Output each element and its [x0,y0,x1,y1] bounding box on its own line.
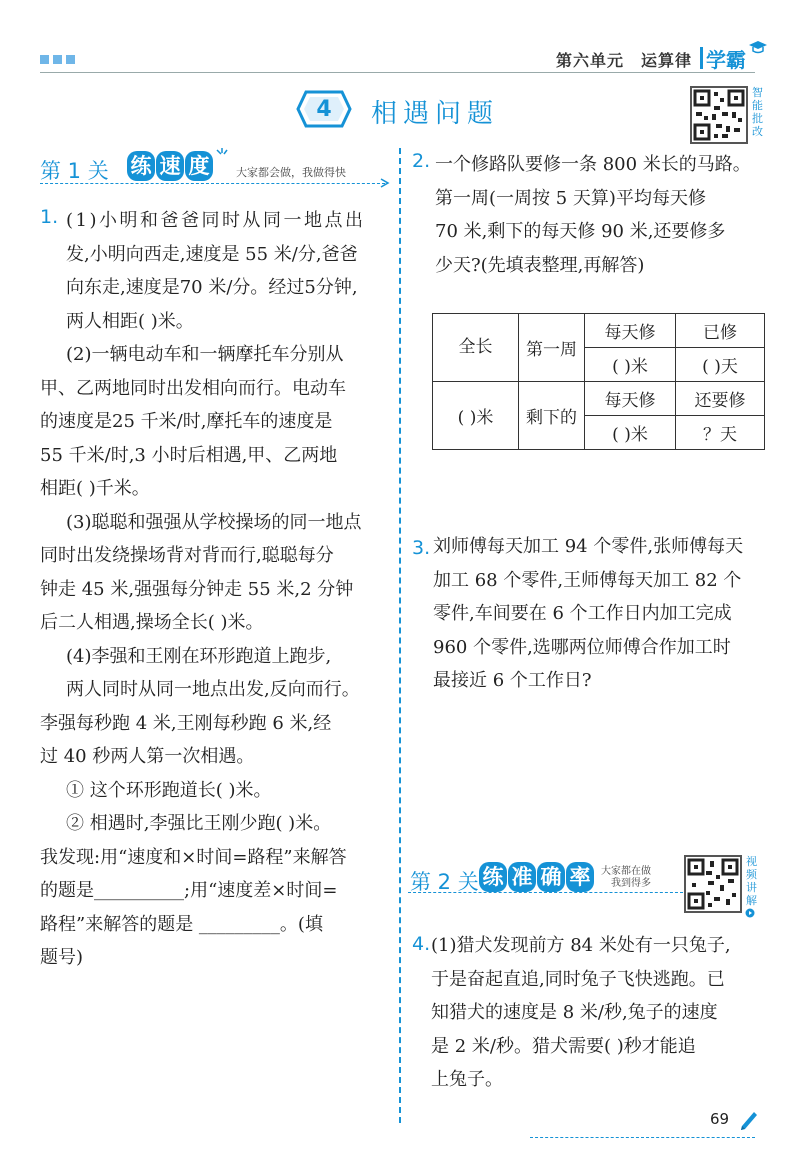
text-line: 两人相距( )米。 [66,310,194,332]
text-line: (3)聪聪和强强从学校操场的同一地点 [66,511,362,533]
text-line: 甲、乙两地同时出发相向而行。电动车 [40,377,346,399]
text-line: 知猎犬的速度是 8 米/秒,兔子的速度 [431,1002,718,1023]
text-line: 题号) [40,947,84,968]
text-line: 我发现:用“速度和×时间=路程”来解答 [40,846,347,868]
header-decoration [40,55,75,64]
daily-label: 每天修 [585,314,676,348]
qr-code-video[interactable] [684,855,742,913]
level2-underline [408,892,683,893]
section-title: 相遇问题 [371,99,500,129]
level1-underline [40,183,385,184]
text-line: ② 相遇时,李强比王刚少跑( )米。 [66,813,332,834]
qr-code-smart-grading[interactable] [690,86,748,144]
text-line: 55 千米/时,3 小时后相遇,甲、乙两地 [40,444,338,466]
text-line: 少天?(先填表整理,再解答) [435,254,645,276]
week1-label: 第一周 [519,314,585,382]
qr-label-smart-grading: 智能批改 [752,86,763,138]
page-number: 69 [710,1110,730,1128]
daily-value-input[interactable]: ( )米 [585,348,676,382]
text-line: 李强每秒跑 4 米,王刚每秒跑 6 米,经 [40,712,332,734]
text-line: ① 这个环形跑道长( )米。 [66,779,272,801]
unit-title: 第六单元 [556,51,625,70]
text-line: 零件,车间要在 6 个工作日内加工完成 [433,603,732,624]
text-line: 后二人相遇,操场全长( )米。 [40,612,264,633]
text-line: 同时出发绕操场背对背而行,聪聪每分 [40,545,334,566]
level1-badge [127,151,213,181]
header-rule [40,72,755,73]
text-line: 最接近 6 个工作日? [433,670,592,691]
qr-pattern-icon [692,88,746,142]
text-line: 960 个零件,选哪两位师傅合作加工时 [433,636,731,658]
brand-bar [700,47,703,69]
qr-label-video: 视频讲解 [746,855,757,907]
fill-in-table [432,313,765,450]
text-line: 上兔子。 [431,1069,503,1090]
text-line: 一个修路队要修一条 800 米长的马路。 [435,154,751,175]
pencil-icon [738,1108,760,1130]
motto-line: 大家都在做 [601,866,651,877]
text-line: (1)猎犬发现前方 84 米处有一只兔子, [431,935,731,956]
text-line: 钟走 45 米,强强每分钟走 55 米,2 分钟 [40,578,354,600]
rest-label: 剩下的 [519,382,585,450]
text-line: 两人同时从同一地点出发,反向而行。 [66,679,360,700]
question-number: 2. [412,150,431,172]
sparkle-icon [215,148,229,162]
arrow-right-icon [380,178,390,188]
text-line: (2)一辆电动车和一辆摩托车分别从 [66,344,344,365]
text-line: 的速度是25 千米/时,摩托车的速度是 [40,411,333,432]
question-4 [431,929,781,1097]
footer-rule [530,1137,755,1138]
remain-value: ？天 [676,416,765,450]
level2-char: 率 [566,862,594,892]
question-number: 1. [40,206,59,228]
text-line: (4)李强和王刚在环形跑道上跑步, [66,645,332,667]
text-line: 刘师傅每天加工 94 个零件,张师傅每天 [433,536,744,557]
level2-prefix: 第 2 关 [410,870,479,894]
level1-motto: 大家都会做，我做得快 [236,166,346,179]
question-2 [435,148,775,282]
text-line: 发,小明向西走,速度是 55 米/分,爸爸 [66,243,358,265]
level1-char: 速 [156,151,184,181]
remain-label: 还要修 [676,382,765,416]
play-icon [745,908,755,918]
section-number: 4 [316,97,332,122]
text-line: 于是奋起直追,同时兔子飞快逃跑。已 [431,968,725,990]
qr-pattern-icon [686,857,740,911]
brand-logo: 学霸 [706,48,746,72]
level2-badge [479,862,594,892]
done-value-input[interactable]: ( )天 [676,348,765,382]
level1-char: 度 [185,151,213,181]
question-1 [40,204,396,975]
question-3 [433,530,783,698]
question-number: 4. [412,933,431,955]
text-line: 路程”来解答的题是 _________。(填 [40,913,323,935]
total-value-input[interactable]: ( )米 [433,382,519,450]
level2-motto [601,866,651,890]
text-line: 的题是__________;用“速度差×时间= [40,880,338,901]
text-line: 过 40 秒两人第一次相遇。 [40,746,255,767]
question-number: 3. [412,537,431,559]
table-cell-total [433,314,519,382]
text-line: (1)小明和爸爸同时从同一地点出 [66,210,366,231]
text-line: 70 米,剩下的每天修 90 米,还要修多 [435,221,726,242]
text-line: 向东走,速度是70 米/分。经过5分钟, [66,277,358,298]
level2-char: 准 [508,862,536,892]
daily-label-2: 每天修 [585,382,676,416]
motto-line: 我到得多 [611,878,651,889]
text-line: 加工 68 个零件,王师傅每天加工 82 个 [433,569,742,591]
text-line: 是 2 米/秒。猎犬需要( )秒才能追 [431,1035,696,1057]
done-label: 已修 [676,314,765,348]
level2-char: 确 [537,862,565,892]
column-divider [399,148,401,1123]
level2-char: 练 [479,862,507,892]
text-line: 相距( )千米。 [40,478,150,499]
graduation-cap-icon [748,40,768,54]
level1-char: 练 [127,151,155,181]
text-line: 第一周(一周按 5 天算)平均每天修 [435,187,706,209]
level1-prefix: 第 1 关 [40,159,109,183]
topic-title: 运算律 [641,51,693,70]
daily-value-input-2[interactable]: ( )米 [585,416,676,450]
total-label: 全长 [458,337,493,357]
